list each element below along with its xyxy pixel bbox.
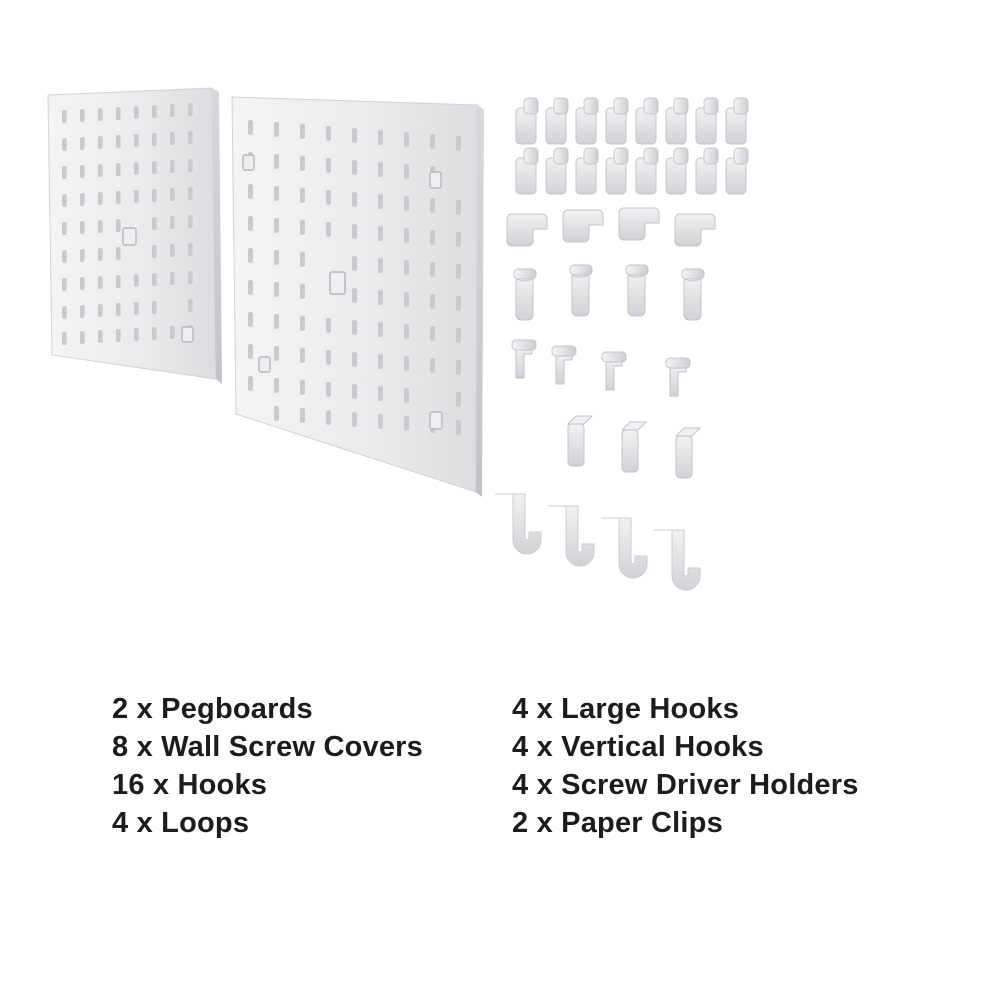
- wall-screw-cover-parts: [507, 208, 715, 246]
- contents-item-paper-clips: 2 x Paper Clips: [512, 807, 723, 839]
- vertical-hook-parts: [514, 416, 700, 478]
- screw-driver-holder-parts: [514, 265, 704, 320]
- contents-item-vertical-hooks: 4 x Vertical Hooks: [512, 731, 764, 763]
- contents-item-screw-driver-holders: 4 x Screw Driver Holders: [512, 769, 859, 801]
- contents-item-pegboards: 2 x Pegboards: [112, 693, 313, 725]
- package-contents-list: [0, 690, 1000, 890]
- pegboard-panel-left: [48, 88, 222, 384]
- large-hook-parts: [495, 494, 700, 590]
- contents-item-loops: 4 x Loops: [112, 807, 250, 839]
- pegboard-panel-right: [232, 97, 484, 497]
- hook-parts-rows: [516, 98, 748, 194]
- contents-column-left: [112, 690, 512, 842]
- contents-item-large-hooks: 4 x Large Hooks: [512, 693, 740, 725]
- contents-column-right: [512, 690, 942, 842]
- contents-item-hooks: 16 x Hooks: [112, 769, 268, 801]
- loop-parts: [512, 340, 690, 396]
- contents-item-wall-screw-covers: 8 x Wall Screw Covers: [112, 731, 423, 763]
